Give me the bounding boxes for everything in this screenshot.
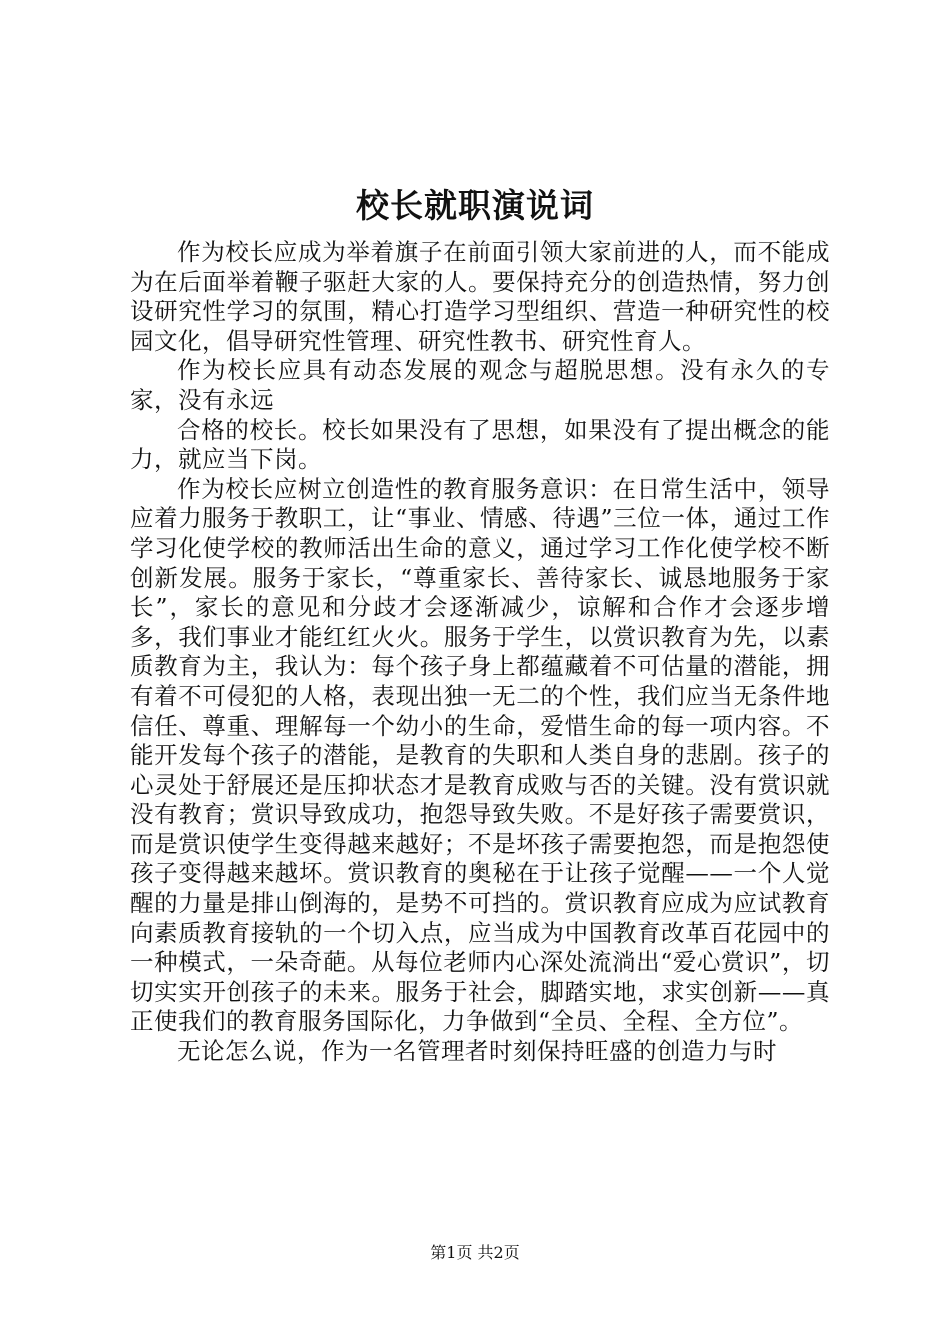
document-title: 校长就职演说词 [356,186,594,225]
page-number-footer: 第1页 共2页 [430,1243,520,1262]
paragraph-5: 无论怎么说，作为一名管理者时刻保持旺盛的创造力与时 [177,1037,777,1066]
document-body [130,238,830,1067]
paragraph-1: 作为校长应成为举着旗子在前面引领大家前进的人，而不能成为在后面举着鞭子驱赶大家的人。要保持充分的创造热情，努力创设研究性学习的氛围，精心打造学习型组织、营造一种研究性的校园文化，倡导研究性管理、研究性教书、研究性育人。 [130,238,830,355]
paragraph-2: 作为校长应具有动态发展的观念与超脱思想。没有永久的专家，没有永远 [130,356,830,414]
paragraph-4: 作为校长应树立创造性的教育服务意识：在日常生活中，领导应着力服务于教职工，让“事业、情感、待遇”三位一体，通过工作学习化使学校的教师活出生命的意义，通过学习工作化使学校不断创新发展。服务于家长，“尊重家长、善待家长、诚恳地服务于家长”，家长的意见和分歧才会逐渐减少，谅解和合作才会逐步增多，我们事业才能红红火火。服务于学生，以赏识教育为先，以素质教育为主，我认为：每个孩子身上都蕴藏着不可估量的潜能，拥有着不可侵犯的人格，表现出独一无二的个性，我们应当无条件地信任、尊重、理解每一个幼小的生命，爱惜生命的每一项内容。不能开发每个孩子的潜能，是教育的失职和人类自身的悲剧。孩子的心灵处于舒展还是压抑状态才是教育成败与否的关键。没有赏识就没有教育；赏识导致成功，抱怨导致失败。不是好孩子需要赏识，而是赏识使学生变得越来越好；不是坏孩子需要抱怨，而是抱怨使孩子变得越来越坏。赏识教育的奥秘在于让孩子觉醒——一个人觉醒的力量是排山倒海的，是势不可挡的。赏识教育应成为应试教育向素质教育接轨的一个切入点，应当成为中国教育改革百花园中的一种模式，一朵奇葩。从每位老师内心深处流淌出“爱心赏识”，切切实实开创孩子的未来。服务于社会，脚踏实地，求实创新——真正使我们的教育服务国际化，力争做到“全员、全程、全方位”。 [130,474,830,1036]
paragraph-3: 合格的校长。校长如果没有了思想，如果没有了提出概念的能力，就应当下岗。 [130,415,830,474]
